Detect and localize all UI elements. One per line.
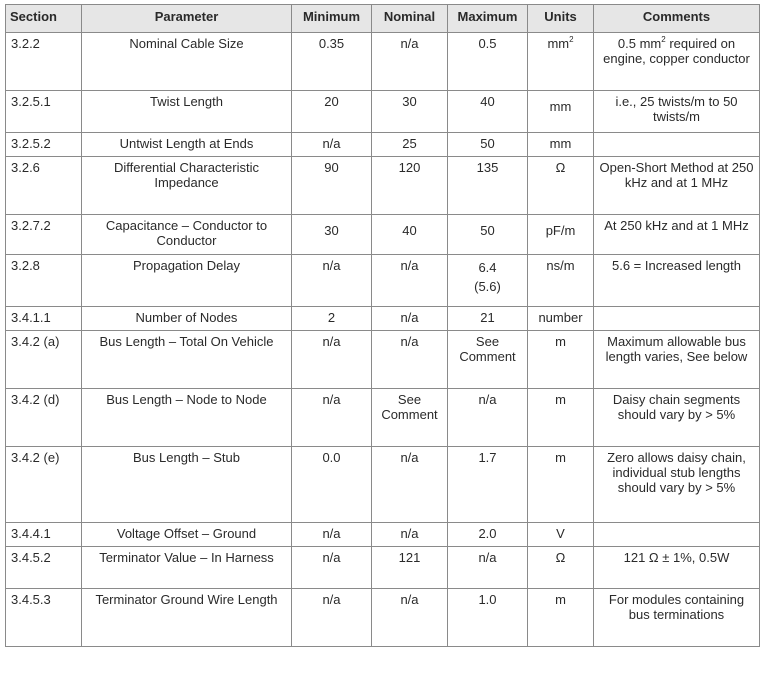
maximum-value: 6.4 — [478, 260, 497, 275]
cell-section: 3.4.2 (e) — [6, 447, 82, 523]
cell-maximum: See Comment — [448, 331, 528, 389]
cell-minimum: n/a — [292, 133, 372, 157]
table-row — [6, 307, 760, 331]
header-parameter: Parameter — [82, 5, 292, 33]
units-superscript: 2 — [569, 34, 574, 44]
cell-nominal: n/a — [372, 523, 448, 547]
cell-nominal: 25 — [372, 133, 448, 157]
cell-section: 3.2.5.2 — [6, 133, 82, 157]
cell-section: 3.2.6 — [6, 157, 82, 215]
maximum-alt-value: (5.6) — [474, 279, 501, 294]
cell-parameter: Untwist Length at Ends — [82, 133, 292, 157]
cell-minimum: 20 — [292, 91, 372, 133]
cell-parameter: Capacitance – Conductor to Conductor — [82, 215, 292, 255]
cell-units: m — [528, 331, 594, 389]
cell-maximum: 50 — [448, 133, 528, 157]
cell-parameter: Propagation Delay — [82, 255, 292, 307]
comments-superscript: 2 — [661, 34, 666, 44]
cell-maximum: n/a — [448, 547, 528, 589]
table-row — [6, 157, 760, 215]
cell-nominal: n/a — [372, 331, 448, 389]
cell-nominal: n/a — [372, 447, 448, 523]
cell-maximum: 50 — [448, 215, 528, 255]
cell-comments — [594, 33, 760, 91]
cell-parameter: Number of Nodes — [82, 307, 292, 331]
cell-comments: i.e., 25 twists/m to 50 twists/m — [594, 91, 760, 133]
cell-parameter: Bus Length – Total On Vehicle — [82, 331, 292, 389]
cell-maximum: 135 — [448, 157, 528, 215]
cell-section: 3.2.7.2 — [6, 215, 82, 255]
table-row — [6, 589, 760, 647]
table-row — [6, 33, 760, 91]
cell-nominal: 30 — [372, 91, 448, 133]
cell-comments: Daisy chain segments should vary by > 5% — [594, 389, 760, 447]
cell-comments: For modules containing bus terminations — [594, 589, 760, 647]
cell-units: V — [528, 523, 594, 547]
comments-text-b: required on engine, copper conductor — [603, 36, 750, 66]
cell-units: ns/m — [528, 255, 594, 307]
cell-minimum: 30 — [292, 215, 372, 255]
cell-units: Ω — [528, 547, 594, 589]
header-nominal: Nominal — [372, 5, 448, 33]
cell-maximum: 1.0 — [448, 589, 528, 647]
cell-units: number — [528, 307, 594, 331]
cell-minimum: n/a — [292, 389, 372, 447]
cell-comments: Open-Short Method at 250 kHz and at 1 MHz — [594, 157, 760, 215]
cell-section: 3.4.2 (d) — [6, 389, 82, 447]
cell-parameter: Differential Characteristic Impedance — [82, 157, 292, 215]
table-row — [6, 91, 760, 133]
table-row — [6, 331, 760, 389]
cell-section: 3.4.1.1 — [6, 307, 82, 331]
cell-parameter: Nominal Cable Size — [82, 33, 292, 91]
cell-nominal: See Comment — [372, 389, 448, 447]
table-row — [6, 215, 760, 255]
cell-units: pF/m — [528, 215, 594, 255]
header-comments: Comments — [594, 5, 760, 33]
cell-parameter: Terminator Ground Wire Length — [82, 589, 292, 647]
comments-text-a: 0.5 mm — [617, 36, 662, 51]
cell-section: 3.4.2 (a) — [6, 331, 82, 389]
cell-units: m — [528, 447, 594, 523]
cell-minimum: n/a — [292, 255, 372, 307]
cell-section: 3.2.5.1 — [6, 91, 82, 133]
header-section: Section — [6, 5, 82, 33]
cell-section: 3.4.4.1 — [6, 523, 82, 547]
spec-table — [5, 4, 760, 647]
cell-minimum: n/a — [292, 589, 372, 647]
units-text: mm — [547, 36, 570, 51]
cell-comments — [594, 307, 760, 331]
cell-nominal: n/a — [372, 255, 448, 307]
cell-maximum: 21 — [448, 307, 528, 331]
cell-units: Ω — [528, 157, 594, 215]
cell-minimum: 90 — [292, 157, 372, 215]
cell-nominal: 40 — [372, 215, 448, 255]
cell-units — [528, 33, 594, 91]
cell-minimum: n/a — [292, 331, 372, 389]
table-row — [6, 447, 760, 523]
cell-units: mm — [528, 91, 594, 133]
cell-comments — [594, 523, 760, 547]
cell-parameter: Terminator Value – In Harness — [82, 547, 292, 589]
cell-parameter: Bus Length – Stub — [82, 447, 292, 523]
cell-minimum: 0.0 — [292, 447, 372, 523]
cell-maximum: 40 — [448, 91, 528, 133]
cell-minimum: n/a — [292, 547, 372, 589]
cell-comments: 5.6 = Increased length — [594, 255, 760, 307]
cell-minimum: 2 — [292, 307, 372, 331]
cell-units: m — [528, 389, 594, 447]
cell-section: 3.2.2 — [6, 33, 82, 91]
table-row — [6, 255, 760, 307]
cell-maximum: 1.7 — [448, 447, 528, 523]
cell-comments — [594, 133, 760, 157]
cell-comments: 121 Ω ± 1%, 0.5W — [594, 547, 760, 589]
cell-comments: Zero allows daisy chain, individual stub lengths should vary by > 5% — [594, 447, 760, 523]
cell-maximum: 2.0 — [448, 523, 528, 547]
cell-minimum: n/a — [292, 523, 372, 547]
cell-nominal: 120 — [372, 157, 448, 215]
cell-parameter: Voltage Offset – Ground — [82, 523, 292, 547]
header-maximum: Maximum — [448, 5, 528, 33]
cell-nominal: 121 — [372, 547, 448, 589]
cell-units: mm — [528, 133, 594, 157]
cell-units: m — [528, 589, 594, 647]
table-row — [6, 547, 760, 589]
cell-comments: Maximum allowable bus length varies, See below — [594, 331, 760, 389]
cell-parameter: Twist Length — [82, 91, 292, 133]
header-minimum: Minimum — [292, 5, 372, 33]
cell-nominal: n/a — [372, 307, 448, 331]
cell-section: 3.2.8 — [6, 255, 82, 307]
cell-section: 3.4.5.2 — [6, 547, 82, 589]
cell-parameter: Bus Length – Node to Node — [82, 389, 292, 447]
table-row — [6, 523, 760, 547]
cell-section: 3.4.5.3 — [6, 589, 82, 647]
cell-nominal: n/a — [372, 589, 448, 647]
cell-maximum — [448, 255, 528, 307]
cell-comments: At 250 kHz and at 1 MHz — [594, 215, 760, 255]
header-units: Units — [528, 5, 594, 33]
cell-maximum: n/a — [448, 389, 528, 447]
cell-maximum: 0.5 — [448, 33, 528, 91]
table-row — [6, 389, 760, 447]
table-row — [6, 133, 760, 157]
cell-minimum: 0.35 — [292, 33, 372, 91]
cell-nominal: n/a — [372, 33, 448, 91]
header-row — [6, 5, 760, 33]
